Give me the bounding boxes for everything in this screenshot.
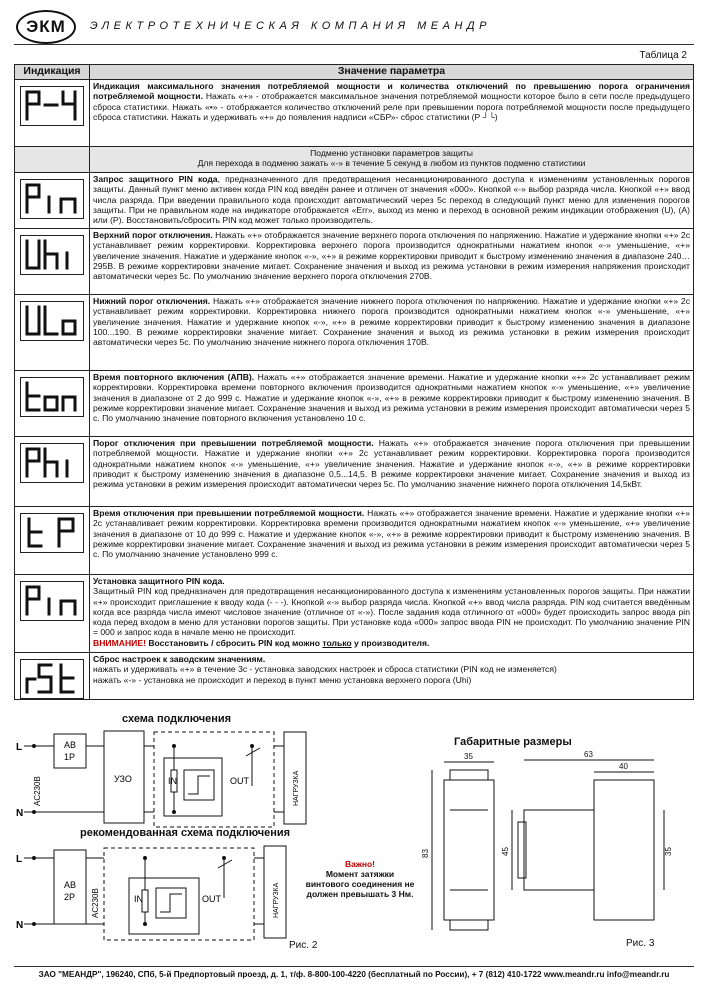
rcd-label: УЗО (114, 774, 132, 784)
breaker-type: 1P (64, 752, 76, 762)
dim-width-front: 35 (464, 752, 473, 761)
load-label: НАГРУЗКА (273, 882, 280, 918)
display-rst-icon (20, 659, 84, 699)
voltage-label: AC230В (91, 888, 100, 918)
line-l-label: L (16, 742, 23, 753)
table-row (15, 575, 694, 653)
dim-rail: 35 (664, 847, 673, 856)
submenu-note: Подменю установки параметров защиты Для перехода в подменю зажать «-» в течение 5 секунд в любом из пунктов подменю статистики (90, 147, 694, 173)
display-ton-icon (20, 377, 84, 417)
page-header (14, 8, 694, 46)
company-logo: ЭКМ (16, 10, 76, 44)
parameter-description: Установка защитного PIN кода. Защитный PIN код предназначен для предотвращения несанкционированного доступа к изменениям установленных порогов защиты. При нажатии «+» происходит приглашение к вводу кода (- - -). Кнопкой «-» выбор разряда числа. Кнопкой «+» ввод числа разряда. PIN код считается введённым когда все разряда числа имеют числовое значение (отличное от «-»). После задания кода отличного от «000» будет происходить запрос ввода pin кода перед входом в меню для установки порогов защиты. При установке кода «000» запрос ввода PIN не происходит. По умолчанию значение PIN = 000 и запрос кода в начале меню не происходит. ВНИМАНИЕ! Восстановить / сбросить PIN код можно только у производителя. (90, 575, 694, 653)
parameter-description: Верхний порог отключения. Нажать «+» отображается значение верхнего порога отключения по напряжению. Нажатие и удержание кнопки «+» 2с устанавливает режим корректировки. Корректировка верхнего порога производится однократными нажатием кнопок «-» уменьшение, «+» увеличение значения. Нажатие и удержание кнопок «-», «+» в режиме корректировки приводит к быстрому изменению значения в диапазоне 240…295В. В режиме корректировки значение мигает. Сохранение значения и выход из режима установки в режим измерения напряжения происходит автоматически через 5с. По умолчанию значение верхнего порога отключения 270В. (90, 229, 694, 295)
display-phi-icon (20, 443, 84, 483)
table-row (15, 437, 694, 507)
display-ulo-icon (20, 301, 84, 341)
load-label: НАГРУЗКА (293, 770, 300, 806)
table-row (15, 371, 694, 437)
figure-2-caption: Рис. 2 (289, 940, 318, 951)
dim-height: 83 (421, 849, 430, 858)
recommended-scheme-title: рекомендованная схема подключения (80, 827, 291, 839)
display-p-l-icon (20, 86, 84, 126)
voltage-label: AC230В (33, 776, 42, 806)
parameter-description: Нижний порог отключения. Нажать «+» отображается значение нижнего порога отключения по напряжению. Нажатие и удержание кнопки «+» 2с устанавливает режим корректировки. Корректировка нижнего порога производится однократными нажатием кнопок «-» уменьшение, «+» увеличение значения. Нажатие и удержание кнопок «-», «+» в режиме корректировки приводит к быстрому изменению значения в диапазоне 100...190. В режиме корректировки значение мигает. Сохранение значения и выход из режима установки в режим измерения происходит автоматически через 5с. По умолчанию значение нижнего порога отключения 170В. (90, 295, 694, 371)
out-label: OUT (202, 894, 221, 904)
line-l-label: L (16, 854, 23, 865)
parameter-description: Сброс настроек к заводским значениям. нажать и удерживать «+» в течение 3с - установка заводских настроек и сброса статистики (PIN код не изменяется) нажать «-» - установка не происходит и переход в пункт меню установка верхнего порога (Uhi) (90, 653, 694, 700)
line-n-label: N (16, 920, 24, 931)
parameter-description: Время повторного включения (АПВ). Нажать «+» отображается значение времени. Нажатие и удержание кнопки «+» 2с устанавливает режим корректировки. Корректировка времени повторного включения производится однократными нажатием кнопок «-» уменьшение, «+» увеличение значения в диапазоне от 2 до 999 с. Нажатие и удержание кнопок «-», «+» в режиме корректировки приводит к быстрому изменению значения. В режиме корректировки значение мигает. Сохранение значения и выход из режима установки в режим измерения происходит автоматически через 5 с. По умолчанию значение повторного включения установлено 10 с. (90, 371, 694, 437)
table-row (15, 173, 694, 229)
display-pin-icon (20, 179, 84, 219)
display-pin-set-icon (20, 581, 84, 621)
table-row (15, 295, 694, 371)
table-row (15, 229, 694, 295)
wiring-diagram (14, 726, 314, 838)
dimensions-title: Габаритные размеры (454, 736, 572, 748)
breaker-type: 2P (64, 892, 76, 902)
parameter-description: Порог отключения при превышении потребляемой мощности. Нажать «+» отображается значение порога отключения при превышении потребляемой мощности. Нажатие и удержание кнопки «+» 2с устанавливает режим корректировки. Корректировка порога производится однократными нажатием кнопок «-» уменьшение, «+» увеличение значения. Нажатие и удержание кнопок «-», «+» в режиме корректировки приводит к быстрому изменению значения в диапазоне 0,5...14,5. В режиме корректировки значение мигает. Сохранение значения и выход из режима установки в режим измерения происходит автоматически через 5с. По умолчанию значение нижнего порога отключения 14,5кВт. (90, 437, 694, 507)
scheme-title: схема подключения (122, 713, 232, 725)
breaker-label: AB (64, 880, 77, 890)
table-row (15, 80, 694, 147)
company-name: ЭЛЕКТРОТЕХНИЧЕСКАЯ КОМПАНИЯ МЕАНДР (90, 20, 491, 32)
parameter-description: Время отключения при превышении потребляемой мощности. Нажать «+» отображается значение времени. Нажатие и удержание кнопки «+» 2с устанавливает режим корректировки. Корректировка времени производится однократными нажатием кнопок «-» уменьшение, «+» увеличение значения в диапазоне от 10 до 999 с. Нажатие и удержание кнопок «-», «+» в режиме корректировки приводит к быстрому изменению значения. В режиме корректировки значение мигает. Сохранение значения и выход из режима установки в режим измерения происходит автоматически через 5 с. По умолчанию значение установлено 999 с. (90, 507, 694, 575)
out-label: OUT (230, 776, 249, 786)
table-row (15, 653, 694, 700)
header-divider (14, 44, 694, 45)
display-uhi-icon (20, 235, 84, 275)
parameter-description: Запрос защитного PIN кода, предназначенного для предотвращения несанкционированного доступа к изменениям установленных порогов защиты. Данный пункт меню активен когда PIN код введён ранее и отличен от значения «000». Кнопкой «-» выбор разряда числа. Кнопкой «+» ввод числа разряда. При введении правильного кода происходит автоматический через 5с переход в следующий пункт меню для изменения порогов защиты. При не правильном коде на индикаторе отображается «Err», выход из меню и переход в основной режим индикации отображения (U), (A) или (P). Восстановить/сбросить PIN код может только производитель. (90, 173, 694, 229)
line-n-label: N (16, 808, 24, 819)
dimensions-drawing (414, 750, 674, 950)
torque-note: Важно! Момент затяжки винтового соединения не должен превышать 3 Нм. (305, 859, 415, 899)
in-label: IN (134, 894, 143, 904)
dim-depth-upper: 40 (619, 762, 628, 771)
footer-divider (14, 966, 694, 967)
display-tp-icon (20, 513, 84, 553)
breaker-label: AB (64, 740, 77, 750)
table-row (15, 147, 694, 173)
table-caption: Таблица 2 (639, 50, 687, 61)
dim-middle-height: 45 (501, 847, 510, 856)
company-footer: ЗАО "МЕАНДР", 196240, СПб, 5-й Предпортовый проезд, д. 1, т/ф. 8-800-100-4220 (бесплатный по России), + 7 (812) 410-1722 www.meandr.ru info@meandr.ru (38, 970, 670, 979)
parameters-table (14, 64, 694, 700)
column-header-indication: Индикация (15, 65, 90, 80)
figure-3-caption: Рис. 3 (626, 938, 655, 949)
in-label: IN (168, 776, 177, 786)
recommended-wiring-diagram (14, 840, 314, 950)
figures-area (14, 714, 694, 964)
parameter-description: Индикация максимального значения потребляемой мощности и количества отключений по превышению порога ограничения потребляемой мощности. Нажать «+» - отображается максимальное значения потребляемой мощности которое было в сети после предыдущего сброса статистики. Нажать «•» - отображается количество отключений реле при превышении порога потребляемой мощности после предыдущего сброса статистики. Нажать и удерживать «+» до появления надписи «СБР»- сброс статистики (Р ┘└) (90, 80, 694, 147)
column-header-value: Значение параметра (90, 65, 694, 80)
table-row (15, 507, 694, 575)
dim-depth-total: 63 (584, 750, 593, 759)
